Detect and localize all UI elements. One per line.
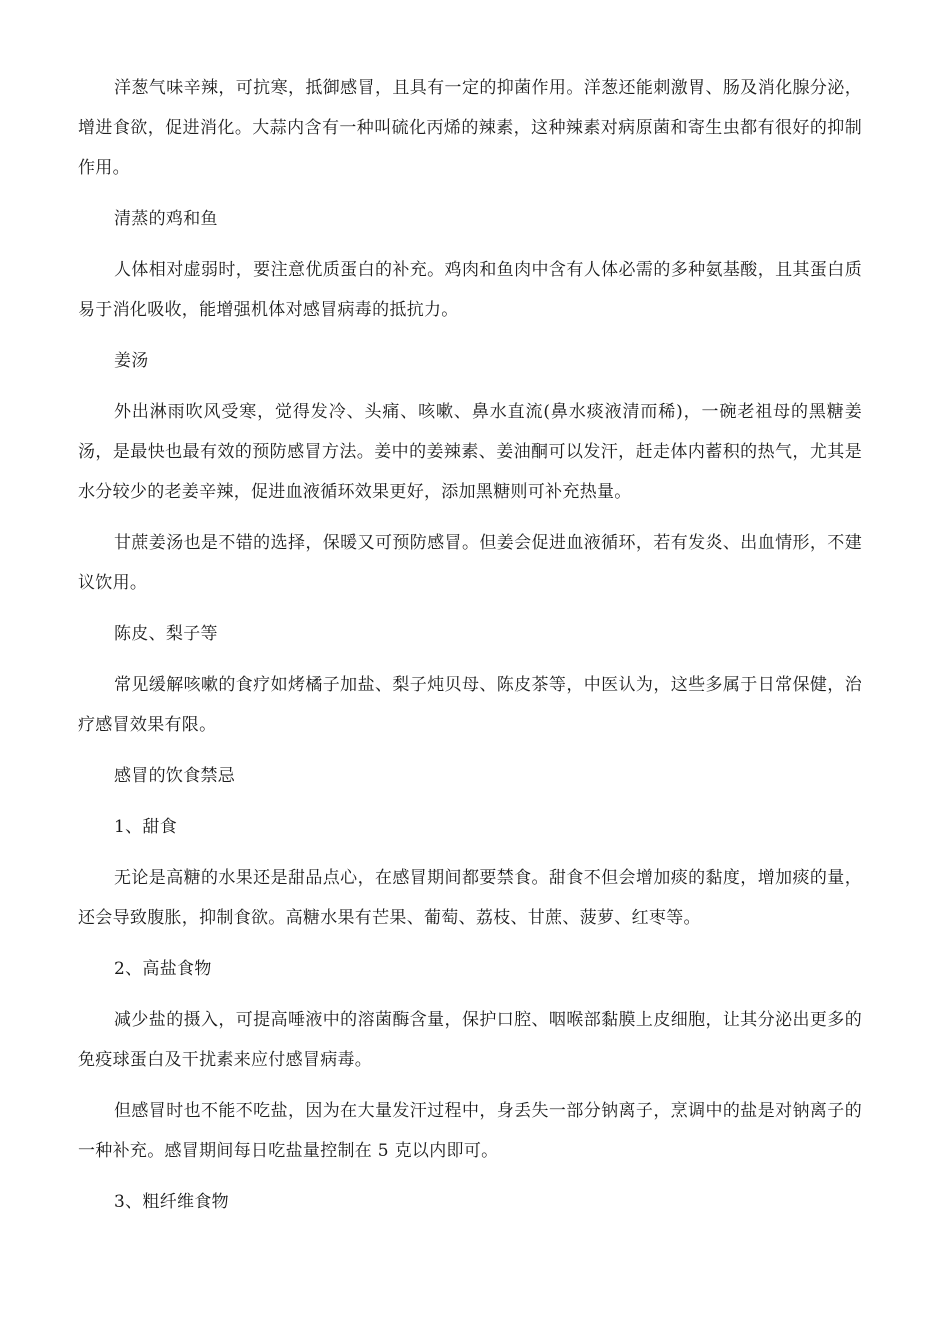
paragraph-protein: 人体相对虚弱时，要注意优质蛋白的补充。鸡肉和鱼肉中含有人体必需的多种氨基酸，且其蛋白质易于消化吸收，能增强机体对感冒病毒的抵抗力。 — [78, 260, 862, 320]
paragraph-reduce-salt: 减少盐的摄入，可提高唾液中的溶菌酶含量，保护口腔、咽喉部黏膜上皮细胞，让其分泌出更多的免疫球蛋白及干扰素来应付感冒病毒。 — [78, 1010, 862, 1070]
paragraph-sweets: 无论是高糖的水果还是甜品点心，在感冒期间都要禁食。甜食不但会增加痰的黏度，增加痰的量，还会导致腹胀，抑制食欲。高糖水果有芒果、葡萄、荔枝、甘蔗、菠萝、红枣等。 — [78, 868, 862, 928]
paragraph-onion-garlic: 洋葱气味辛辣，可抗寒，抵御感冒，且具有一定的抑菌作用。洋葱还能刺激胃、肠及消化腺分泌，增进食欲，促进消化。大蒜内含有一种叫硫化丙烯的辣素，这种辣素对病原菌和寄生虫都有很好的抑制作用。 — [78, 78, 862, 178]
heading-diet-taboos: 感冒的饮食禁忌 — [114, 766, 236, 786]
paragraph-ginger-soup: 外出淋雨吹风受寒，觉得发冷、头痛、咳嗽、鼻水直流(鼻水痰液清而稀)，一碗老祖母的黑糖姜汤，是最快也最有效的预防感冒方法。姜中的姜辣素、姜油酮可以发汗，赶走体内蓄积的热气，尤其是水分较少的老姜辛辣，促进血液循环效果更好，添加黑糖则可补充热量。 — [78, 402, 862, 502]
paragraph-cough-remedies: 常见缓解咳嗽的食疗如烤橘子加盐、梨子炖贝母、陈皮茶等，中医认为，这些多属于日常保健，治疗感冒效果有限。 — [78, 675, 862, 735]
heading-ginger-soup: 姜汤 — [114, 351, 149, 371]
heading-high-salt: 2、高盐食物 — [114, 959, 212, 979]
heading-coarse-fiber: 3、粗纤维食物 — [114, 1192, 229, 1212]
paragraph-sugarcane-ginger: 甘蔗姜汤也是不错的选择，保暖又可预防感冒。但姜会促进血液循环，若有发炎、出血情形，不建议饮用。 — [78, 533, 862, 593]
paragraph-salt-intake: 但感冒时也不能不吃盐，因为在大量发汗过程中，身丢失一部分钠离子，烹调中的盐是对钠离子的一种补充。感冒期间每日吃盐量控制在 5 克以内即可。 — [78, 1101, 862, 1161]
document-page — [78, 68, 862, 1233]
heading-sweets: 1、甜食 — [114, 817, 178, 837]
heading-tangerine-pear: 陈皮、梨子等 — [114, 624, 218, 644]
heading-steamed-chicken-fish: 清蒸的鸡和鱼 — [114, 209, 218, 229]
